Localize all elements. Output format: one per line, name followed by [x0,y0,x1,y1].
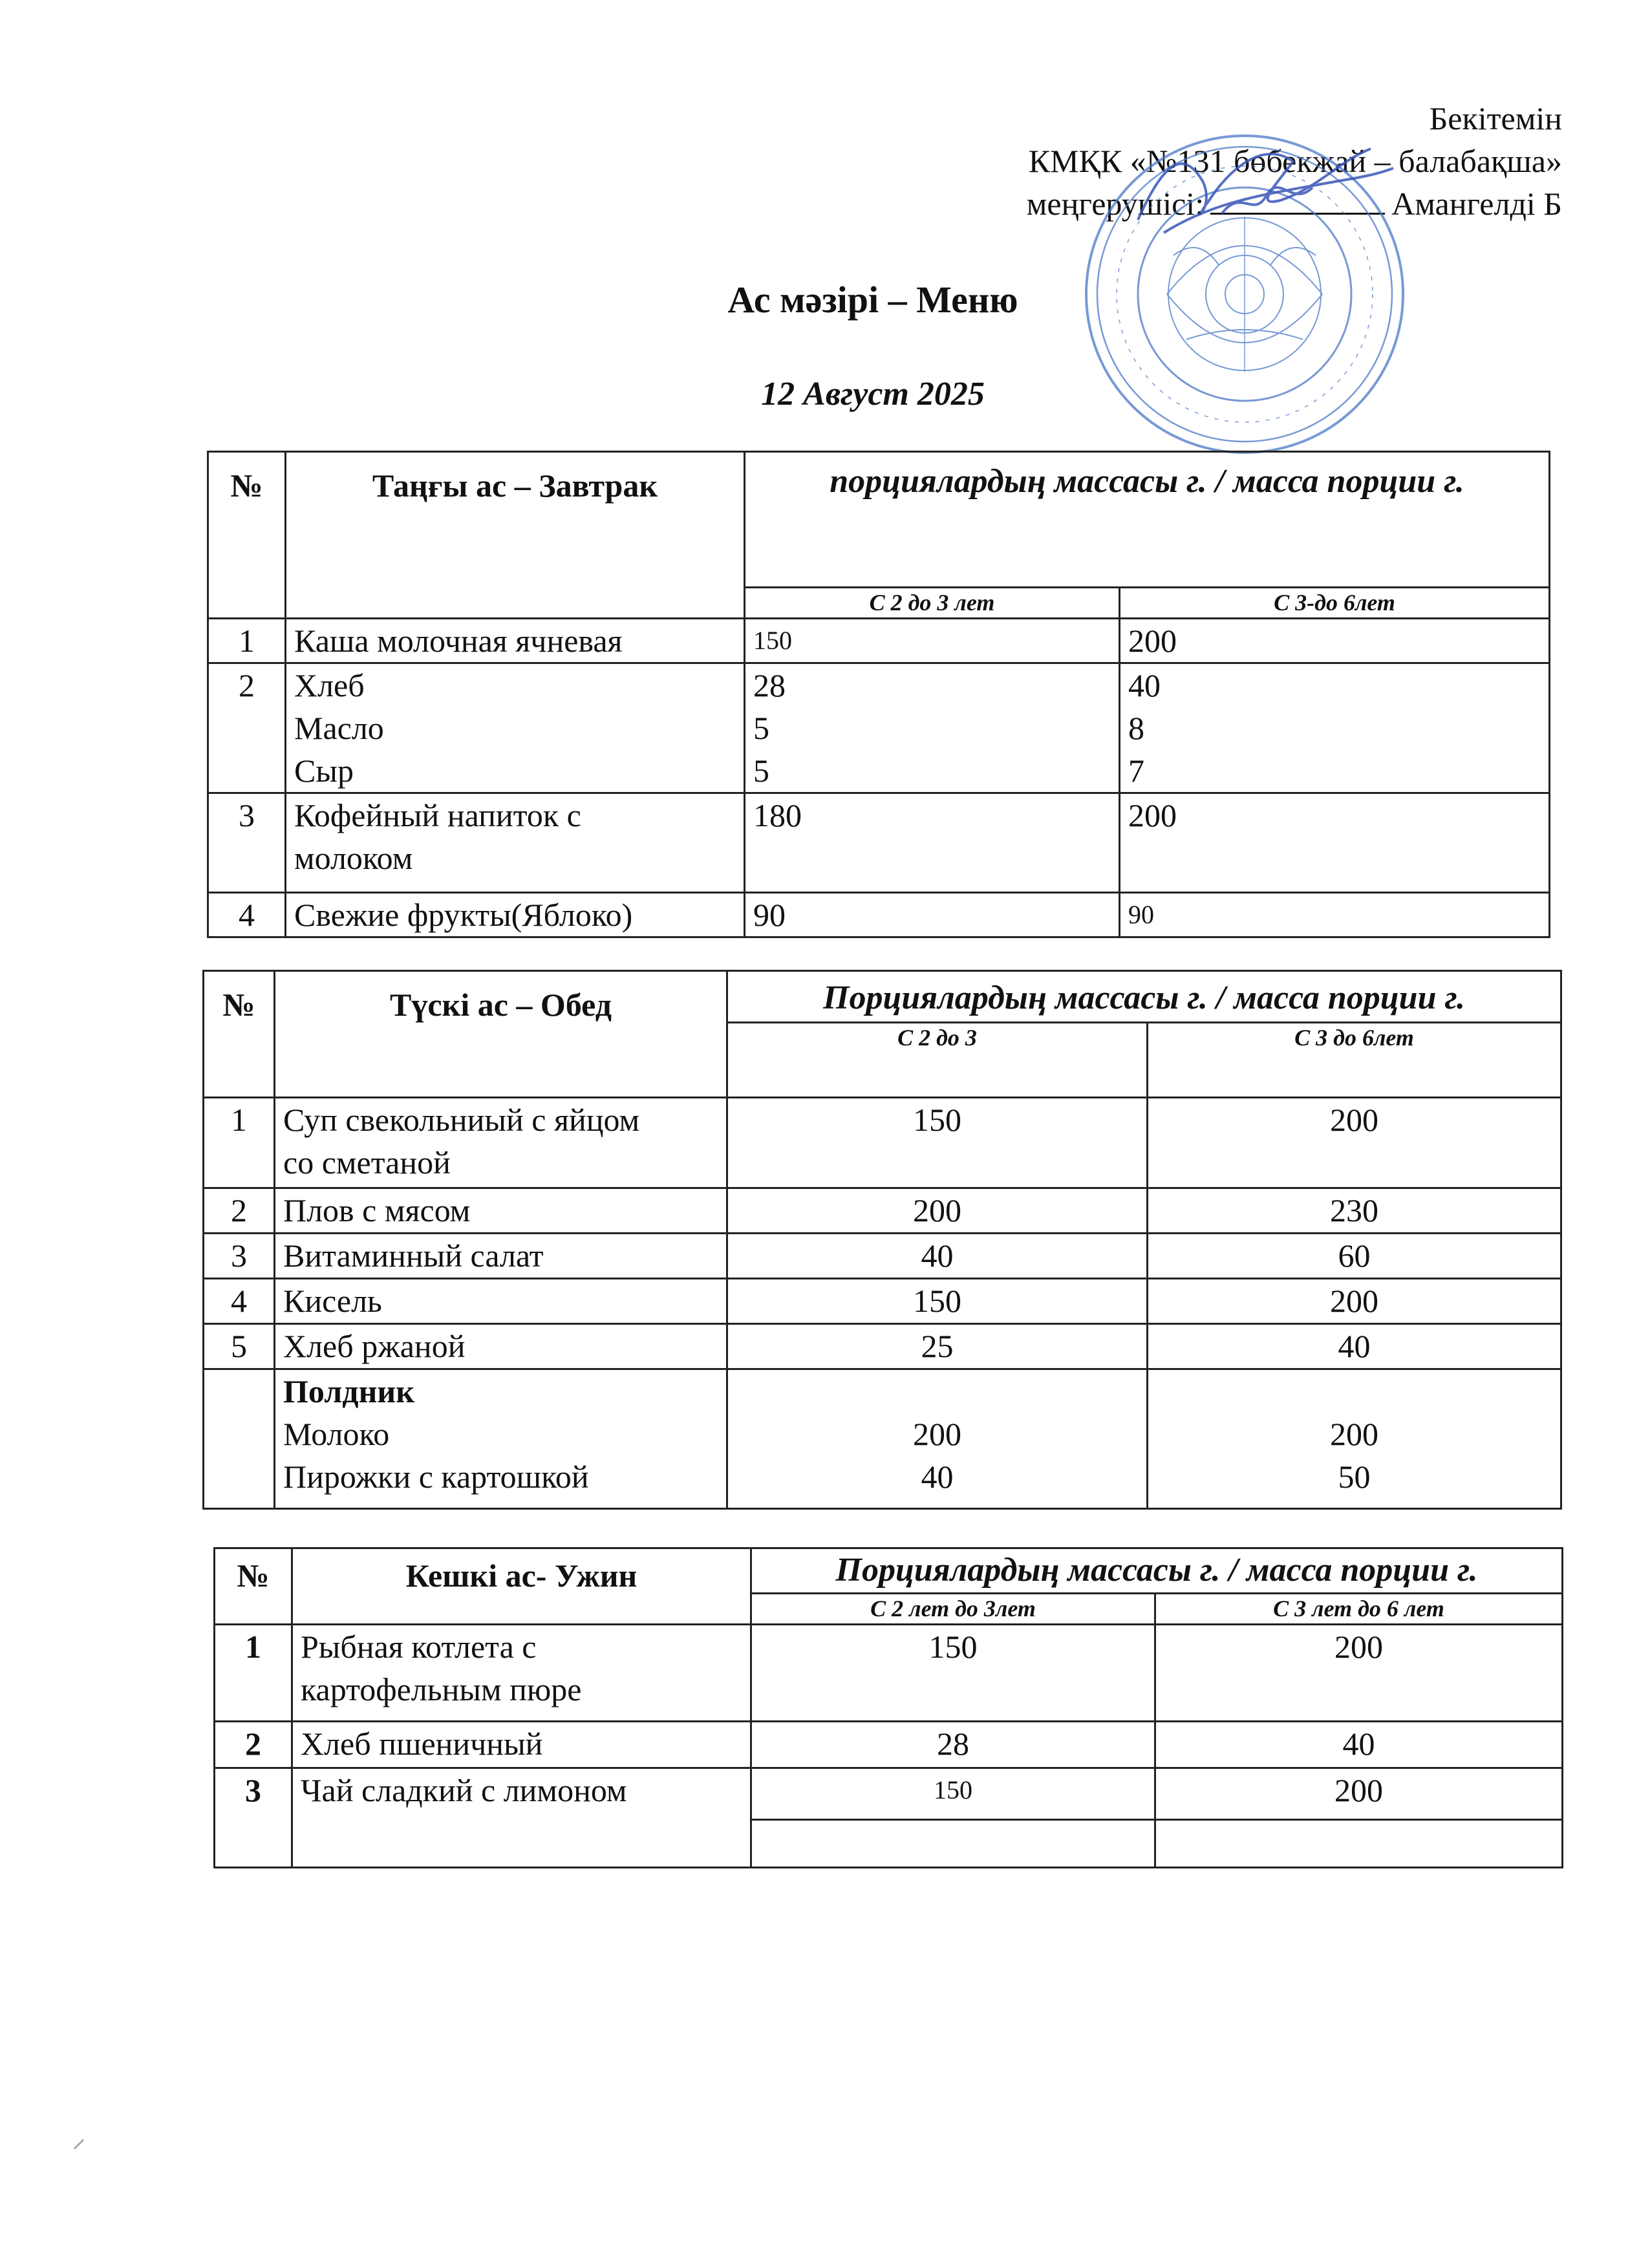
portion-value-line: 50 [1338,1459,1371,1495]
handwritten-signature [1125,123,1403,278]
dish-name [286,793,745,893]
portion-value [1120,663,1550,793]
dish-name-line: Кофейный напиток с [294,797,581,833]
portion-value-line: 28 [753,667,786,703]
row-number: 3 [204,1234,275,1279]
portion-value: 40 [1148,1324,1561,1369]
portion-value: 200 [1155,1625,1563,1722]
approval-organization: КМҚК «№131 бөбекжай – балабақша» [1028,143,1562,179]
portion-value: 150 [745,619,1120,663]
age-group-header: С 2 до 3 [727,1023,1148,1098]
portion-value: 150 [727,1098,1148,1188]
row-number: 2 [215,1722,292,1768]
dish-name-line: картофельным пюре [301,1671,582,1707]
dish-name-line: Молоко [283,1416,390,1452]
menu-date: 12 Август 2025 [761,376,985,412]
dish-name-line: Хлеб [294,667,365,703]
portion-value [1148,1369,1561,1509]
age-group-header: С 3 до 6лет [1148,1023,1561,1098]
dish-name-line: Суп свекольниый с яйцом [283,1102,640,1138]
table-row [204,1098,1561,1188]
scan-mark [74,2139,84,2149]
dish-name-line: Пирожки с картошкой [283,1459,589,1495]
dish-name: Хлеб пшеничный [292,1722,751,1768]
table-row [215,1625,1563,1722]
snack-title: Полдник [283,1373,415,1409]
row-number: 4 [204,1279,275,1324]
dish-name [286,663,745,793]
dinner-table [213,1547,1563,1868]
age-group-header: С 2 лет до 3лет [751,1594,1155,1625]
dish-name: Кисель [275,1279,727,1324]
portion-value: 230 [1148,1188,1561,1234]
dish-name [275,1369,727,1509]
row-number: 5 [204,1324,275,1369]
portion-value: 200 [727,1188,1148,1234]
dish-name: Плов с мясом [275,1188,727,1234]
document-title: Ас мәзірі – Меню [727,279,1018,321]
table-row [208,619,1550,663]
portion-value: 90 [1120,893,1550,937]
portion-value: 200 [1120,619,1550,663]
portion-value [727,1369,1148,1509]
dish-name: Каша молочная ячневая [286,619,745,663]
portion-value [745,663,1120,793]
age-group-header: С 2 до 3 лет [745,588,1120,619]
dish-name: Свежие фрукты(Яблоко) [286,893,745,937]
portion-value-line: 8 [1128,710,1144,746]
row-number: 1 [215,1625,292,1722]
portion-value-line: 200 [913,1416,961,1452]
portion-value-line: 40 [1128,667,1161,703]
portion-value: 180 [745,793,1120,893]
number-header: № [215,1548,292,1625]
mass-header: порциялардың массасы г. / масса порции г. [745,452,1550,588]
portion-value-line: 200 [1330,1416,1378,1452]
mass-header: Порциялардың массасы г. / масса порции г. [751,1548,1563,1594]
portion-value: 200 [1148,1098,1561,1188]
portion-value: 25 [727,1324,1148,1369]
lunch-table [202,970,1562,1510]
dish-name: Чай сладкий с лимоном [292,1768,751,1868]
portion-value-line: 40 [921,1459,954,1495]
row-number: 2 [204,1188,275,1234]
meal-header: Кешкі ас- Ужин [292,1548,751,1625]
mass-header: Порциялардың массасы г. / масса порции г. [727,971,1561,1023]
table-row [204,1234,1561,1279]
table-row [208,663,1550,793]
table-row [204,1279,1561,1324]
dish-name [275,1098,727,1188]
age-group-header: С 3 лет до 6 лет [1155,1594,1563,1625]
portion-value: 90 [745,893,1120,937]
portion-value: 200 [1155,1768,1563,1820]
dish-name-line: Масло [294,710,384,746]
table-row [204,1188,1561,1234]
portion-value: 60 [1148,1234,1561,1279]
portion-value: 200 [1120,793,1550,893]
empty-cell [751,1820,1155,1868]
dish-name-line: Рыбная котлета с [301,1629,537,1665]
row-number: 4 [208,893,286,937]
row-number: 1 [208,619,286,663]
table-row [215,1768,1563,1820]
meal-header: Таңғы ас – Завтрак [286,452,745,619]
table-row [208,793,1550,893]
row-number [204,1369,275,1509]
portion-value: 40 [1155,1722,1563,1768]
row-number: 1 [204,1098,275,1188]
dish-name [292,1625,751,1722]
portion-value: 40 [727,1234,1148,1279]
row-number: 3 [215,1768,292,1868]
portion-value: 150 [751,1768,1155,1820]
dish-name: Хлеб ржаной [275,1324,727,1369]
approval-role: меңгерушісі: [1026,186,1205,222]
row-number: 2 [208,663,286,793]
meal-header: Түскі ас – Обед [275,971,727,1098]
portion-value: 150 [727,1279,1148,1324]
empty-cell [1155,1820,1563,1868]
approval-title: Бекітемін [1429,100,1562,136]
portion-value: 150 [751,1625,1155,1722]
table-row [204,1324,1561,1369]
table-row-snack [204,1369,1561,1509]
portion-value-line: 5 [753,753,769,789]
number-header: № [208,452,286,619]
dish-name-line: молоком [294,840,413,876]
portion-value-line: 7 [1128,753,1144,789]
dish-name-line: со сметаной [283,1144,451,1181]
dish-name-line: Сыр [294,753,354,789]
dish-name: Витаминный салат [275,1234,727,1279]
portion-value: 28 [751,1722,1155,1768]
row-number: 3 [208,793,286,893]
age-group-header: С 3-до 6лет [1120,588,1550,619]
table-row [215,1722,1563,1768]
portion-value: 200 [1148,1279,1561,1324]
table-row [208,893,1550,937]
approval-head-name: Амангелді Б [1391,186,1562,222]
number-header: № [204,971,275,1098]
portion-value-line: 5 [753,710,769,746]
breakfast-table [207,451,1550,938]
